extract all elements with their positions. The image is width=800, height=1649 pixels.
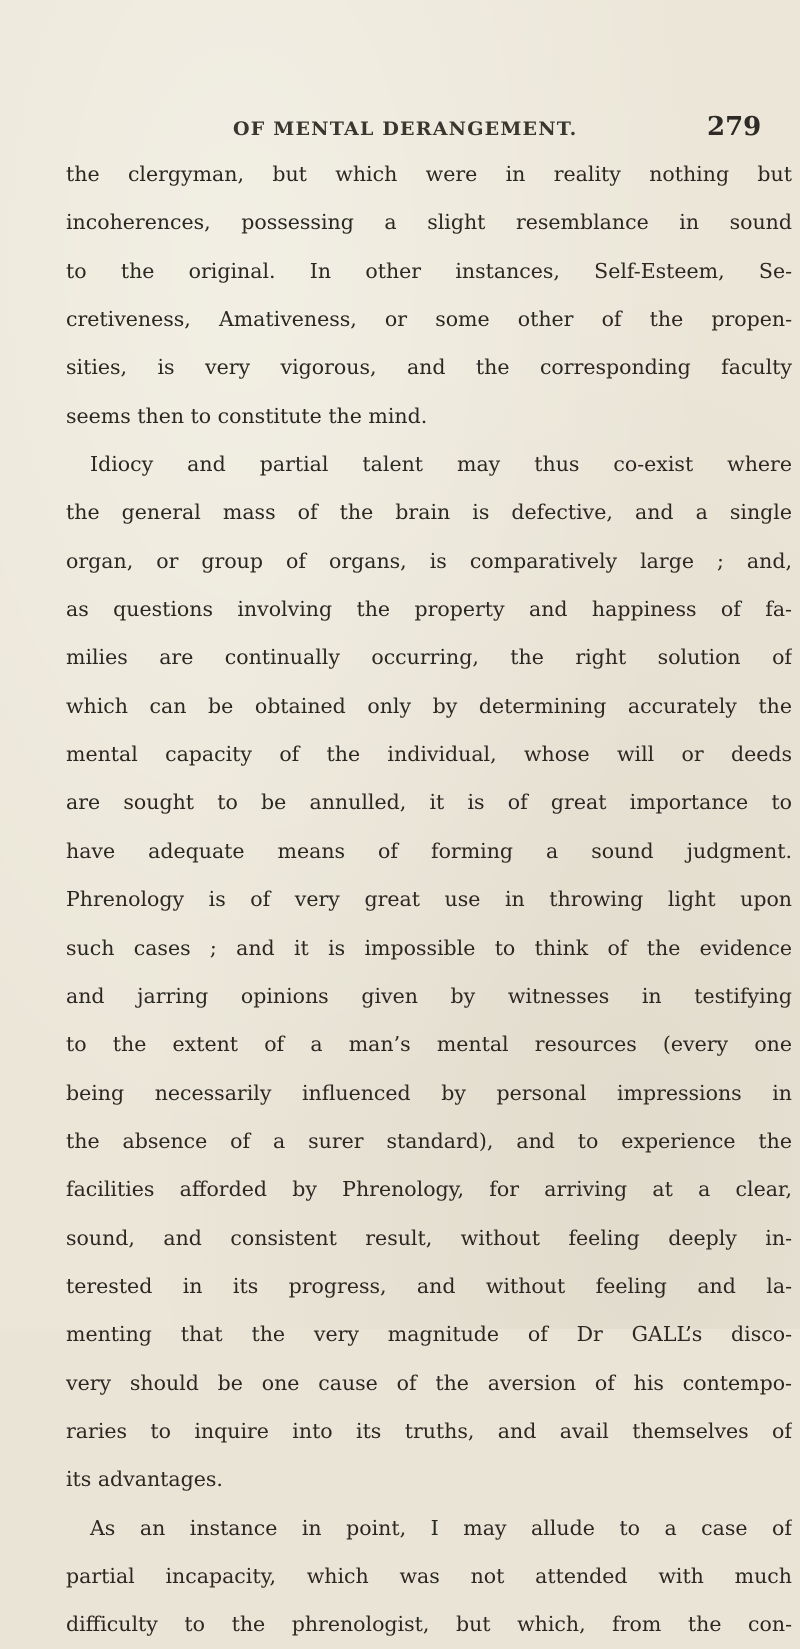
text-line: incoherences, possessing a slight resemblance in sound bbox=[66, 210, 792, 235]
text-line: the general mass of the brain is defective, and a single bbox=[66, 500, 792, 525]
text-line: sities, is very vigorous, and the corresponding faculty bbox=[66, 355, 792, 380]
text-line: organ, or group of organs, is comparatively large ; and, bbox=[66, 548, 792, 573]
text-line: Idiocy and partial talent may thus co-exist where bbox=[90, 452, 792, 477]
text-line: seems then to constitute the mind. bbox=[66, 403, 428, 428]
text-line: to the original. In other instances, Self-Esteem, Se- bbox=[66, 258, 792, 283]
text-line: menting that the very magnitude of Dr GALL’s disco- bbox=[66, 1322, 792, 1347]
text-line: As an instance in point, I may allude to a case of bbox=[90, 1515, 792, 1540]
text-line: are sought to be annulled, it is of great importance to bbox=[66, 790, 792, 815]
text-line: facilities afforded by Phrenology, for arriving at a clear, bbox=[66, 1177, 792, 1202]
text-line: the clergyman, but which were in reality nothing but bbox=[66, 162, 792, 186]
text-line: the absence of a surer standard), and to experience the bbox=[66, 1128, 792, 1153]
text-line: to the extent of a man’s mental resources (every one bbox=[66, 1032, 792, 1057]
text-line: cretiveness, Amativeness, or some other of the propen- bbox=[66, 307, 792, 332]
text-line: mental capacity of the individual, whose will or deeds bbox=[66, 742, 792, 767]
body-text bbox=[66, 150, 792, 1649]
text-line: which can be obtained only by determining accurately the bbox=[66, 693, 792, 718]
text-line: being necessarily influenced by personal impressions in bbox=[66, 1080, 792, 1105]
text-line: very should be one cause of the aversion of his contempo- bbox=[66, 1370, 792, 1395]
text-line: Phrenology is of very great use in throwing light upon bbox=[66, 887, 792, 912]
text-line: its advantages. bbox=[66, 1467, 223, 1492]
text-line: such cases ; and it is impossible to think of the evidence bbox=[66, 935, 792, 960]
page-number: 279 bbox=[707, 112, 762, 142]
text-line: have adequate means of forming a sound judgment. bbox=[66, 838, 792, 863]
text-line: raries to inquire into its truths, and avail themselves of bbox=[66, 1418, 792, 1443]
text-line: sound, and consistent result, without feeling deeply in- bbox=[66, 1225, 792, 1250]
text-line: milies are continually occurring, the right solution of bbox=[66, 645, 792, 670]
text-line: partial incapacity, which was not attended with much bbox=[66, 1563, 792, 1588]
running-head bbox=[0, 112, 800, 148]
text-line: terested in its progress, and without feeling and la- bbox=[66, 1273, 792, 1298]
text-line: difficulty to the phrenologist, but which, from the con- bbox=[66, 1612, 792, 1637]
running-title: OF MENTAL DERANGEMENT. bbox=[233, 118, 578, 140]
text-line: as questions involving the property and happiness of fa- bbox=[66, 597, 792, 622]
text-line: and jarring opinions given by witnesses in testifying bbox=[66, 983, 792, 1008]
